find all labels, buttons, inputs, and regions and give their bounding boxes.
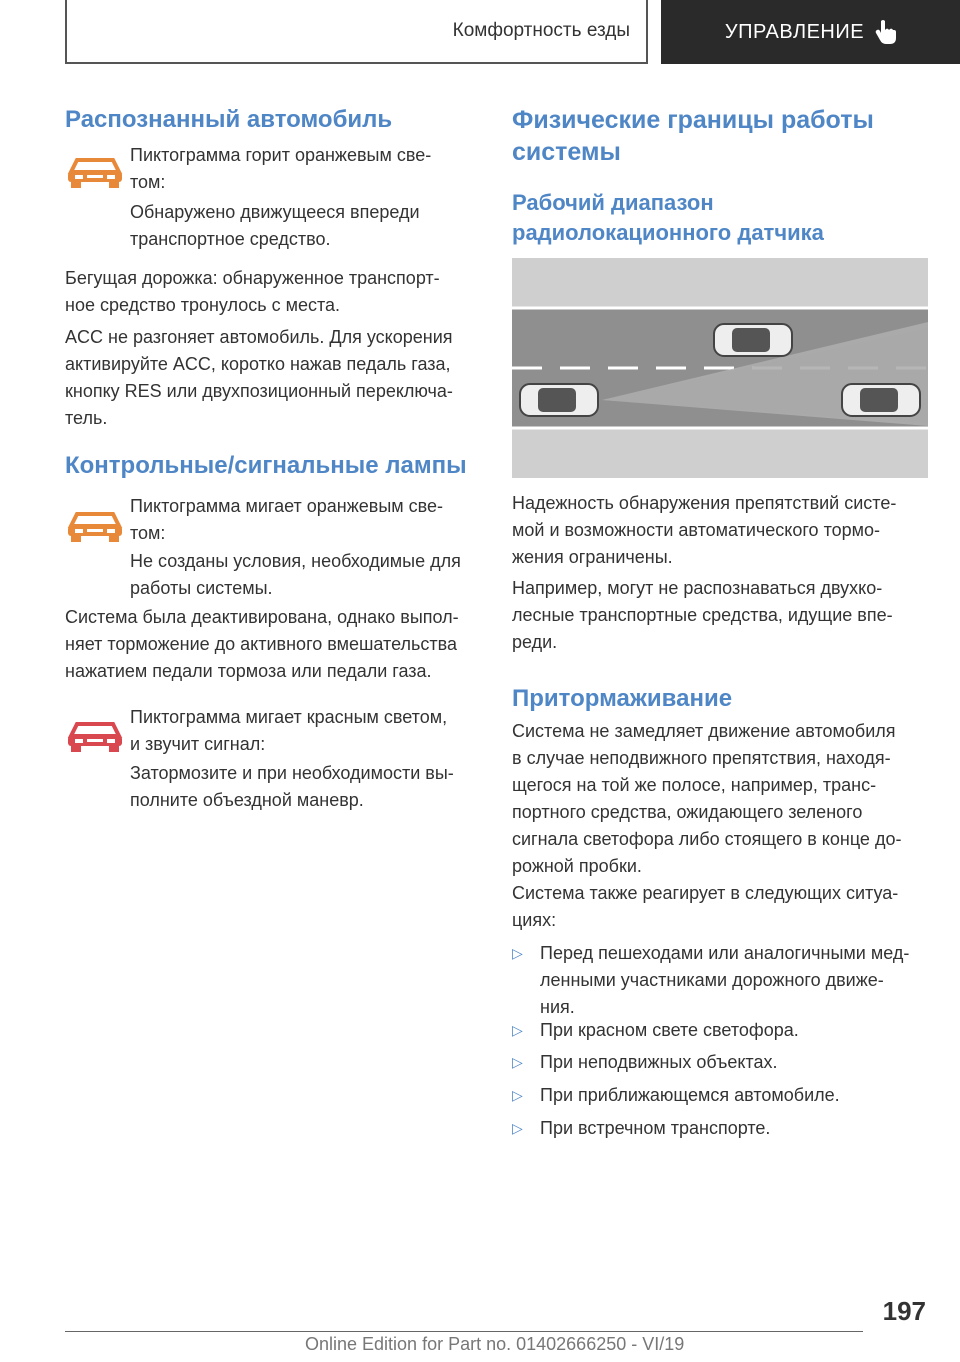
footer-divider: [65, 1331, 863, 1332]
paragraph: [65, 199, 480, 253]
radar-range-illustration: [512, 258, 928, 478]
list-item: [512, 1049, 932, 1076]
paragraph: [65, 760, 480, 814]
paragraph: Пиктограмма мигает красным светом, и звучит сигнал:: [130, 707, 448, 754]
car-ego: [520, 384, 598, 416]
paragraph: [65, 548, 480, 602]
left-column: [65, 0, 480, 1300]
car-ahead: [842, 384, 920, 416]
list-item: [512, 940, 932, 1021]
paragraph: Пиктограмма мигает оранжевым све- том:: [130, 496, 444, 543]
heading-physical-limits: Физические границы работы системы: [512, 106, 874, 166]
list-item: [512, 1115, 932, 1142]
paragraph: Бегущая дорожка: обнаруженное транспорт- ное средство тронулось с места.: [65, 268, 440, 315]
right-column: [512, 0, 932, 1300]
list-item-text: При красном свете светофора.: [540, 1020, 799, 1040]
paragraph: Например, могут не распознаваться двухко- лесные транспортные средства, идущие впе- реди.: [512, 578, 893, 652]
footer-edition: Online Edition for Part no. 01402666250 - VI/19: [305, 1334, 685, 1354]
bullet-marker-icon: ▷: [512, 1087, 523, 1103]
list-item-text: При приближающемся автомобиле.: [540, 1085, 840, 1105]
paragraph: Пиктограмма горит оранжевым све- том:: [130, 145, 432, 192]
paragraph: Система была деактивирована, однако выпол- няет торможение до активного вмешательства нажатием педали тормоза или педали газа.: [65, 607, 459, 681]
bullet-marker-icon: ▷: [512, 1022, 523, 1038]
list-item-text: При неподвижных объектах.: [540, 1052, 778, 1072]
heading-indicator-lamps: Контрольные/сигнальные лампы: [65, 452, 467, 479]
list-item: [512, 1017, 932, 1044]
page-number: 197: [882, 1296, 926, 1326]
paragraph: Система не замедляет движение автомобиля в случае неподвижного препятствия, находя- щегося на той же полосе, например, транс- портного средства, ожидающего зеленого сигнала светофора либо стоящего в конце до- рожной пробки.: [512, 721, 902, 876]
paragraph: Система также реагирует в следующих ситуа- циях:: [512, 883, 899, 930]
paragraph: ACC не разгоняет автомобиль. Для ускорения активируйте ACC, коротко нажав педаль газа, кнопку RES или двухпозиционный переключа- тель.: [65, 327, 453, 428]
paragraph-text: Затормозите и при необходимости вы- полните объездной маневр.: [130, 763, 454, 810]
heading-detected-vehicle: Распознанный автомобиль: [65, 106, 393, 133]
paragraph-text: Не созданы условия, необходимые для работы системы.: [130, 551, 461, 598]
bullet-marker-icon: ▷: [512, 945, 523, 961]
heading-braking: Притормаживание: [512, 685, 733, 712]
list-item-text: При встречном транспорте.: [540, 1118, 771, 1138]
car-icon-orange: [65, 508, 125, 544]
heading-sensor-range: Рабочий диапазон радиолокационного датчика: [512, 190, 824, 245]
chapter-label: УПРАВЛЕНИЕ: [724, 20, 865, 43]
car-icon-red: [65, 718, 125, 754]
list-item: [512, 1082, 932, 1109]
bullet-marker-icon: ▷: [512, 1054, 523, 1070]
car-adjacent-lane: [714, 324, 792, 356]
paragraph: Надежность обнаружения препятствий систе- мой и возможности автоматического тормо- жения ограничены.: [512, 493, 897, 567]
bullet-marker-icon: ▷: [512, 1120, 523, 1136]
paragraph-text: Обнаружено движущееся впереди транспортное средство.: [130, 202, 420, 249]
car-icon-orange: [65, 154, 125, 190]
section-label: Комфортность езды: [452, 20, 630, 41]
list-item-text: Перед пешеходами или аналогичными мед- ленными участниками дорожного движе- ния.: [540, 943, 910, 1017]
